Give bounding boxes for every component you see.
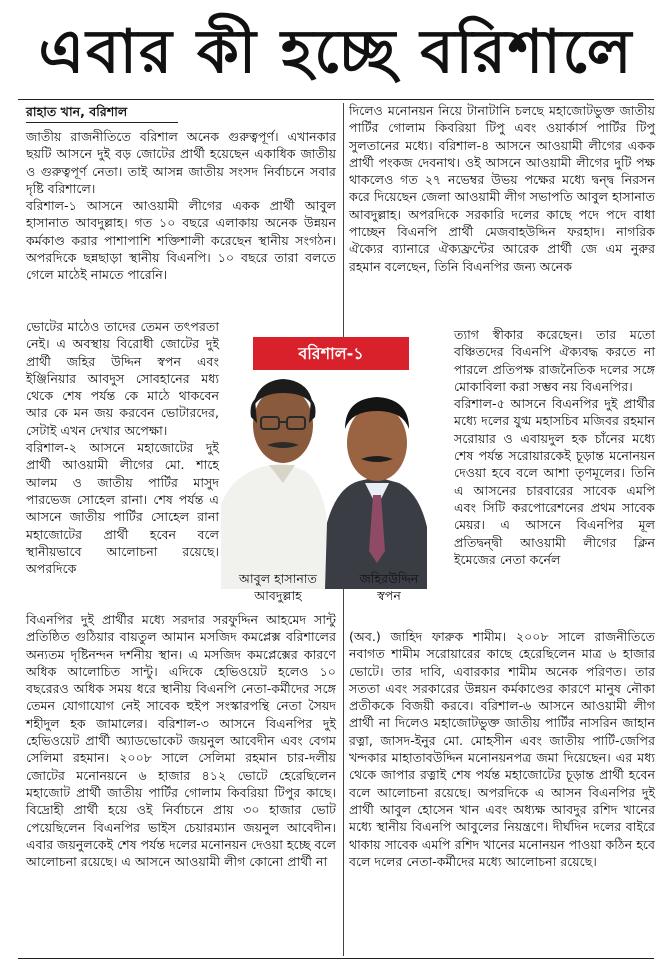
right-column-bottom (349, 628, 655, 870)
right-column-top (349, 102, 655, 275)
barishal-2-paragraph: বরিশাল-২ আসনে মহাজোটের দুই প্রার্থী আওয়ামী লীগের মো. শাহে আলম ও জাতীয় পার্টির মাসুদ পারভেজ সোহেল রানা। শেষ পর্যন্ত এ আসনে জাতীয় পার্টির সোহেল রানা মহাজোটের প্রার্থী হবেন বলে স্থানীয়ভাবে আলোচনা রয়েছে। অপরদিকে (26, 440, 219, 577)
left-column-narrow (26, 318, 219, 577)
left-column-bottom (26, 611, 336, 870)
intro-paragraph: জাতীয় রাজনীতিতে বরিশাল অনেক গুরুত্বপূর্ণ। এখানকার ছয়টি আসনে দুই বড় জোটের প্রার্থী হয়েছেন একাধিক জাতীয় ও গুরুত্বপূর্ণ নেতা। তাই আসন্ন জাতীয় সংসদ নির্বাচনে সবার দৃষ্টি বরিশালে। (26, 129, 336, 196)
caption-left (226, 570, 330, 604)
barishal-3-paragraph: বিএনপির দুই প্রার্থীর মধ্যে সরদার সরফুদ্দিন আহমেদ সান্টু প্রতিষ্ঠিত গুঠিয়ার বায়তুল আমান মসজিদ কমপ্লেক্স বরিশালের অন্যতম দৃষ্টিনন্দন দর্শনীয় স্থান। এ মসজিদ কমপ্লেক্সের কারণে অধিক আলোচিত সান্টু। এদিকে হেভিওয়েট হলেও ১০ বছরেরও অধিক সময় ধরে স্থানীয় বিএনপি নেতা-কর্মীদের সঙ্গে তেমন যোগাযোগ নেই সাবেক হুইপ সংস্কারপন্থি নেতা সৈয়দ শহীদুল হক জামালের। বরিশাল-৩ আসনে বিএনপির দুই হেভিওয়েট প্রার্থী অ্যাডভোকেট জয়নুল আবেদীন এবং বেগম সেলিমা রহমান। ২০০৮ সালে সেলিমা রহমান চার-দলীয় জোটের মনোনয়নে ৬ হাজার ৪১২ ভোটে হেরেছিলেন মহাজোট প্রার্থী জাতীয় পার্টির গোলাম কিবরিয়া টিপুর কাছে। বিদ্রোহী প্রার্থী হয়ে ওই নির্বাচনে প্রায় ৩০ হাজার ভোট পেয়েছিলেন বিএনপির ভাইস চেয়ারম্যান জয়নুল আবেদীন। এবার জয়নুলকেই শেষ পর্যন্ত দলের মনোনয়ন দেওয়া হচ্ছে বলে আলোচনা রয়েছে। এ আসনে আওয়ামী লীগ কোনো প্রার্থী না (26, 612, 336, 870)
portrait-left (221, 379, 329, 589)
barishal-5-paragraph: বরিশাল-৫ আসনে বিএনপির দুই প্রার্থীর মধ্যে দলের যুগ্ম মহাসচিব মজিবর রহমান সরোয়ার ও এবায়দুল হক চাঁনের মধ্যে শেষ পর্যন্ত সরোয়ারকেই চূড়ান্ত মনোনয়ন দেওয়া হবে বলে আশা তৃণমূলের। তিনি এ আসনের চারবারের সাবেক এমপি এবং সিটি করপোরেশনের প্রথম সাবেক মেয়র। এ আসনে বিএনপির মূল প্রতিদ্বন্দ্বী আওয়ামী লীগের ক্লিন ইমেজের নেতা কর্নেল (454, 396, 655, 567)
barishal-1-continued: ভোটের মাঠেও তাদের তেমন তৎপরতা নেই। এ অবস্থায় বিরোধী জোটের দুই প্রার্থী জহির উদ্দিন স্বপন এবং ইঞ্জিনিয়ার আবদুস সোবহানের মধ্য থেকে শেষ পর্যন্ত কে মাঠে থাকবেন আর কে মন জয় করবেন ভোটারদের, সেটাই এখন দেখার অপেক্ষা। (26, 319, 219, 438)
candidates-photo-box (221, 337, 427, 589)
caption-left-line2: আবদুল্লাহ (254, 588, 302, 603)
barishal-6-paragraph: (অব.) জাহিদ ফারুক শামীম। ২০০৮ সালে রাজনীতিতে নবাগত শামীম সরোয়ারের কাছে হেরেছিলেন মাত্র ৬ হাজার ভোটে। তার দাবি, এবারকার শামীম অনেক পরিণত। তার সততা এবং সরকারের উন্নয়ন কর্মকাণ্ডের কারণে মানুষ নৌকা প্রতীককে বিজয়ী করবে। বরিশাল-৬ আসনে আওয়ামী লীগ প্রার্থী না দিলেও মহাজোটভুক্ত জাতীয় পার্টির নাসরিন জাহান রত্না, জাসদ-ইনুর মো. মোহসীন এবং জাতীয় পার্টি-জেপির খন্দকার মাহাতাবউদ্দিন মনোনয়নপত্র জমা দিয়েছেন। এর মধ্য থেকে জাপার রত্নাই শেষ পর্যন্ত মহাজোটের চূড়ান্ত প্রার্থী হবেন বলে আলোচনা রয়েছে। অপরদিকে এ আসন বিএনপির দুই প্রার্থী আবুল হোসেন খান এবং অধ্যক্ষ আবদুর রশিদ খানের মধ্যে স্থানীয় বিএনপি আবুলের নিয়ন্ত্রণে। দীর্ঘদিন দলের বাইরে থাকায় সাবেক এমপি রশিদ খানের মনোনয়ন পাওয়া কঠিন হবে বলে দলের নেতা-কর্মীদের মধ্যে আলোচনা রয়েছে। (349, 629, 655, 869)
caption-right (334, 570, 444, 604)
caption-left-line1: আবুল হাসানাত (239, 571, 317, 586)
barishal-4-paragraph: দিলেও মনোনয়ন নিয়ে টানাটানি চলছে মহাজোটভুক্ত জাতীয় পার্টির গোলাম কিবরিয়া টিপু এবং ওয়ার্কার্স পার্টির টিপু সুলতানের মধ্যে। বরিশাল-৪ আসনে আওয়ামী লীগের একক প্রার্থী পংকজ দেবনাথ। ওই আসনে আওয়ামী লীগের দুটি পক্ষ থাকলেও গত ২৭ নভেম্বর উভয় পক্ষের মধ্যে দ্বন্দ্ব নিরসন করে দিয়েছেন জেলা আওয়ামী লীগ সভাপতি আবুল হাসানাত আবদুল্লাহ। অপরদিকে সরকারি দলের কাছে পদে পদে বাধা পাচ্ছেন বিএনপি প্রার্থী মেজবাহউদ্দিন ফরহাদ। নাগরিক ঐক্যের ব্যানারে ঐক্যফ্রন্টের আরেক প্রার্থী জে এম নুরুর রহমান বলেছেন, তিনি বিএনপির জন্য অনেক (349, 103, 655, 274)
caption-right-line2: স্বপন (377, 588, 401, 603)
bottom-rule (18, 958, 654, 959)
portrait-right (325, 397, 427, 589)
headline: এবার কী হচ্ছে বরিশালে (38, 17, 634, 87)
caption-right-line1: জহিরউদ্দিন (359, 571, 419, 586)
barishal-4-continued: ত্যাগ স্বীকার করেছেন। তার মতো বঞ্চিতদের বিএনপি ঐক্যবদ্ধ করতে না পারলে প্রতিপক্ষ রাজনৈতিক দলের সঙ্গে মোকাবিলা করা সম্ভব নয় বিএনপির। (454, 327, 655, 394)
section-banner: বরিশাল-১ (253, 337, 409, 370)
left-column-top (26, 128, 336, 284)
byline-underline (26, 122, 178, 123)
headline-rule (18, 99, 654, 100)
candidates-portraits (221, 337, 427, 589)
byline: রাহাত খান, বরিশাল (26, 104, 128, 119)
right-column-narrow (454, 326, 655, 568)
barishal-1-paragraph: বরিশাল-১ আসনে আওয়ামী লীগের একক প্রার্থী আবুল হাসানাত আবদুল্লাহ। গত ১০ বছরে এলাকায় অনেক উন্নয়ন কর্মকাণ্ড করার পাশাপাশি শক্তিশালী করেছেন স্থানীয় সংগঠন। অপরদিকে ছন্নছাড়া স্থানীয় বিএনপি। ১০ বছরে তারা বলতে গেলে মাঠেই নামতে পারেনি। (26, 198, 336, 283)
